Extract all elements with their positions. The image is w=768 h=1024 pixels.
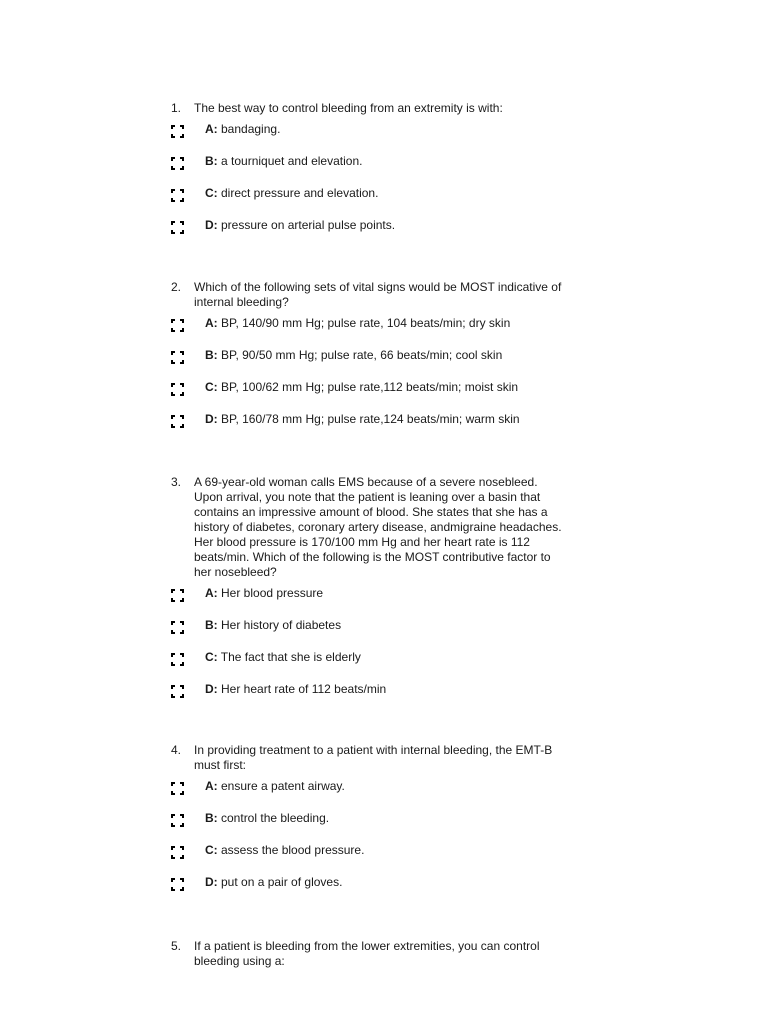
question-number: 1. (171, 101, 182, 115)
option-letter: B: (205, 348, 218, 362)
question-stem (171, 280, 611, 310)
option-label[interactable] (205, 186, 378, 201)
option-text: BP, 160/78 mm Hg; pulse rate,124 beats/min; warm skin (217, 412, 520, 426)
checkbox-icon[interactable] (171, 621, 184, 634)
answer-options (171, 316, 611, 444)
option-d (171, 412, 611, 444)
checkbox-icon[interactable] (171, 415, 184, 428)
option-text: ensure a patent airway. (217, 779, 345, 793)
option-label[interactable] (205, 875, 342, 890)
option-label[interactable] (205, 650, 361, 665)
option-text: BP, 90/50 mm Hg; pulse rate, 66 beats/min; cool skin (217, 348, 503, 362)
question-4 (171, 743, 611, 907)
option-b (171, 348, 611, 380)
checkbox-icon[interactable] (171, 189, 184, 202)
option-text: pressure on arterial pulse points. (217, 218, 396, 232)
option-c (171, 650, 611, 682)
answer-options (171, 586, 611, 714)
option-letter: A: (205, 586, 218, 600)
option-letter: C: (205, 380, 218, 394)
option-c (171, 186, 611, 218)
checkbox-icon[interactable] (171, 221, 184, 234)
option-letter: D: (205, 412, 218, 426)
option-b (171, 618, 611, 650)
option-label[interactable] (205, 380, 518, 395)
option-letter: A: (205, 316, 218, 330)
option-label[interactable] (205, 843, 364, 858)
option-c (171, 843, 611, 875)
question-text: Which of the following sets of vital signs would be MOST indicative of internal bleeding? (194, 280, 562, 309)
option-letter: B: (205, 618, 218, 632)
checkbox-icon[interactable] (171, 685, 184, 698)
question-1 (171, 101, 611, 250)
option-label[interactable] (205, 586, 323, 601)
option-d (171, 218, 611, 250)
question-stem (171, 101, 611, 116)
question-stem (171, 939, 611, 969)
question-text: The best way to control bleeding from an extremity is with: (194, 101, 503, 115)
question-text: A 69-year-old woman calls EMS because of a severe nosebleed. Upon arrival, you note that the patient is leaning over a basin that contains an impressive amount of blood. She states that she has a history of diabetes, coronary artery disease, andmigraine headaches. Her blood pressure is 170/100 mm Hg and her heart rate is 112 beats/min. Which of the following is the MOST contributive factor to her nosebleed? (194, 475, 562, 579)
checkbox-icon[interactable] (171, 814, 184, 827)
option-d (171, 875, 611, 907)
question-number: 3. (171, 475, 182, 489)
option-a (171, 779, 611, 811)
option-d (171, 682, 611, 714)
question-5 (171, 939, 611, 969)
option-text: direct pressure and elevation. (217, 186, 379, 200)
option-text: bandaging. (217, 122, 281, 136)
checkbox-icon[interactable] (171, 878, 184, 891)
option-a (171, 316, 611, 348)
option-label[interactable] (205, 316, 510, 331)
option-label[interactable] (205, 412, 520, 427)
option-label[interactable] (205, 154, 362, 169)
option-label[interactable] (205, 218, 395, 233)
option-letter: C: (205, 650, 218, 664)
option-text: Her heart rate of 112 beats/min (217, 682, 387, 696)
option-a (171, 122, 611, 154)
option-text: Her blood pressure (217, 586, 324, 600)
option-label[interactable] (205, 122, 280, 137)
checkbox-icon[interactable] (171, 589, 184, 602)
option-label[interactable] (205, 779, 345, 794)
option-text: The fact that she is elderly (217, 650, 361, 664)
checkbox-icon[interactable] (171, 351, 184, 364)
option-label[interactable] (205, 348, 502, 363)
option-letter: C: (205, 843, 218, 857)
checkbox-icon[interactable] (171, 383, 184, 396)
checkbox-icon[interactable] (171, 319, 184, 332)
option-letter: A: (205, 779, 218, 793)
option-text: BP, 100/62 mm Hg; pulse rate,112 beats/min; moist skin (217, 380, 519, 394)
option-letter: C: (205, 186, 218, 200)
question-text: If a patient is bleeding from the lower extremities, you can control bleeding using a: (194, 939, 540, 968)
option-letter: B: (205, 154, 218, 168)
option-label[interactable] (205, 811, 329, 826)
checkbox-icon[interactable] (171, 157, 184, 170)
question-number: 4. (171, 743, 182, 757)
option-letter: B: (205, 811, 218, 825)
option-label[interactable] (205, 618, 341, 633)
checkbox-icon[interactable] (171, 125, 184, 138)
option-text: control the bleeding. (217, 811, 330, 825)
option-text: assess the blood pressure. (217, 843, 365, 857)
question-stem (171, 743, 611, 773)
question-2 (171, 280, 611, 444)
option-letter: A: (205, 122, 218, 136)
option-c (171, 380, 611, 412)
question-text: In providing treatment to a patient with internal bleeding, the EMT-B must first: (194, 743, 553, 772)
checkbox-icon[interactable] (171, 653, 184, 666)
option-letter: D: (205, 875, 218, 889)
option-label[interactable] (205, 682, 386, 697)
option-letter: D: (205, 682, 218, 696)
option-letter: D: (205, 218, 218, 232)
answer-options (171, 779, 611, 907)
checkbox-icon[interactable] (171, 782, 184, 795)
option-text: Her history of diabetes (217, 618, 342, 632)
option-a (171, 586, 611, 618)
checkbox-icon[interactable] (171, 846, 184, 859)
option-text: BP, 140/90 mm Hg; pulse rate, 104 beats/min; dry skin (217, 316, 511, 330)
option-text: a tourniquet and elevation. (217, 154, 363, 168)
question-number: 5. (171, 939, 182, 953)
question-3 (171, 475, 611, 714)
option-b (171, 154, 611, 186)
option-b (171, 811, 611, 843)
question-number: 2. (171, 280, 182, 294)
answer-options (171, 122, 611, 250)
question-stem (171, 475, 611, 580)
option-text: put on a pair of gloves. (217, 875, 343, 889)
